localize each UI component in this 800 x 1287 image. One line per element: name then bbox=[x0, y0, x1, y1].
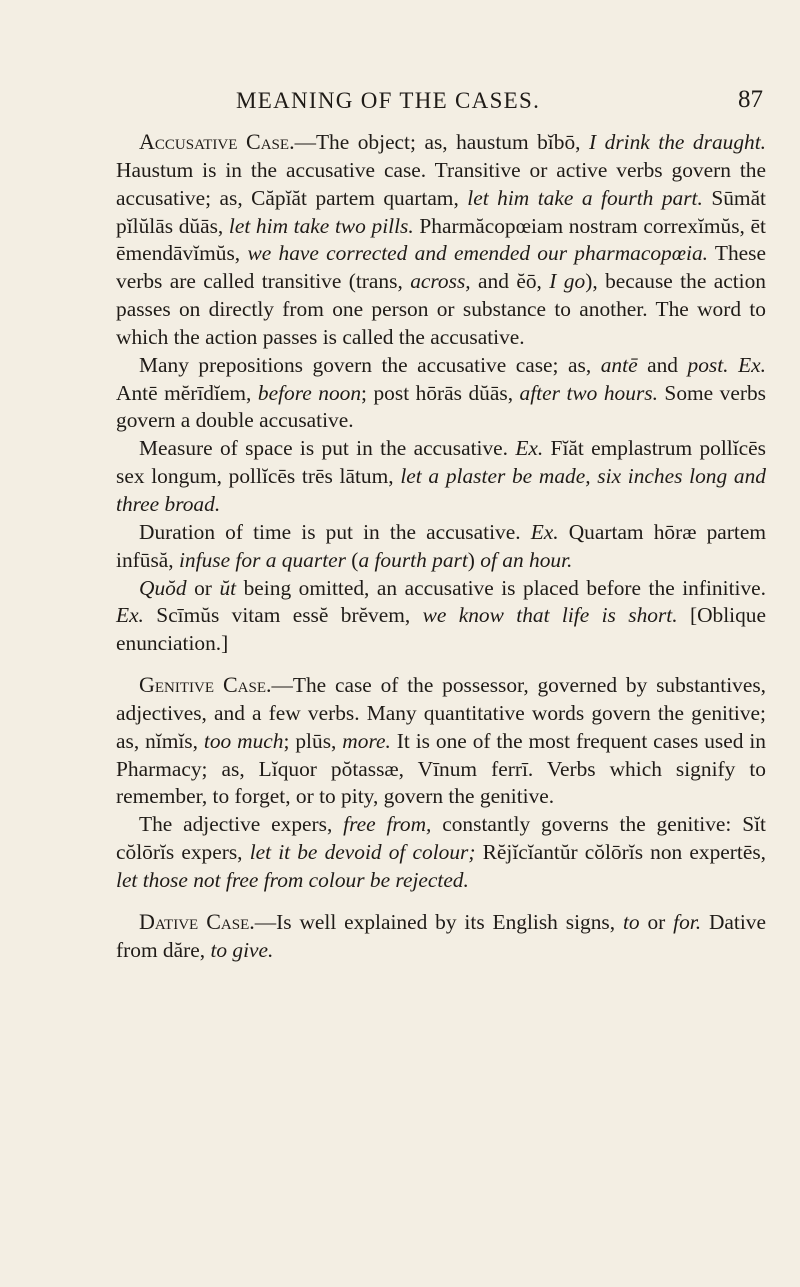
running-head: MEANING OF THE CASES. bbox=[236, 88, 541, 113]
genitive-heading: Genitive Case. bbox=[139, 672, 272, 698]
accusative-paragraph-4: Duration of time is put in the accusative. Ex. Quartam hōræ partem infūsă, infuse for a quarter (a fourth part) of an hour. bbox=[116, 519, 766, 572]
page-number: 87 bbox=[738, 86, 763, 113]
genitive-paragraph-1: Genitive Case.—The case of the possessor, governed by substantives, adjectives, and a few verbs. Many quantitative words govern the genitive; as, nĭmĭs, too much; plūs, more. It is one of the most frequent cases used in Pharmacy; as, Lĭquor pŏtassæ, Vīnum ferrī. Verbs which signify to remember, to forget, or to pity, govern the genitive. bbox=[116, 672, 767, 809]
body-text bbox=[116, 128, 766, 964]
page-header bbox=[0, 88, 800, 118]
accusative-paragraph-2: Many prepositions govern the accusative case; as, antē and post. Ex. Antē mĕrīdĭem, before noon; post hōrās dŭās, after two hours. Some verbs govern a double accusative. bbox=[116, 352, 766, 433]
accusative-paragraph-3: Measure of space is put in the accusative. Ex. Fĭăt emplastrum pollĭcēs sex longum, pollĭcēs trēs lātum, let a plaster be made, six inches long and three broad. bbox=[116, 436, 766, 516]
accusative-paragraph-5: Quŏd or ŭt being omitted, an accusative is placed before the infinitive. Ex. Scīmŭs vitam essĕ brĕvem, we know that life is short. [Oblique enunciation.] bbox=[116, 575, 766, 656]
accusative-heading: Accusative Case. bbox=[139, 129, 295, 154]
dative-heading: Dative Case. bbox=[139, 908, 255, 934]
accusative-paragraph-1: Accusative Case.—The object; as, haustum bĭbō, I drink the draught. Haustum is in the accusative case. Transitive or active verbs govern the accusative; as, Căpĭăt partem quartam, let him take a fourth part. Sūmăt pĭlŭlās dŭās, let him take two pills. Pharmăcopœiam nostram correxĭmŭs, ēt ēmendāvĭmŭs, we have corrected and emended our pharmacopœia. These verbs are called transitive (trans, across, and ĕō, I go), because the action passes on directly from one person or substance to another. The word to which the action passes is called the accusative. bbox=[116, 129, 767, 349]
dative-paragraph-1: Dative Case.—Is well explained by its English signs, to or for. Dative from dăre, to give. bbox=[116, 908, 766, 962]
genitive-paragraph-2: The adjective expers, free from, constantly governs the genitive: Sĭt cŏlōrĭs expers, let it be devoid of colour; Rĕjĭcĭantŭr cŏlōrĭs non expertēs, let those not free from colour be rejected. bbox=[116, 812, 767, 892]
